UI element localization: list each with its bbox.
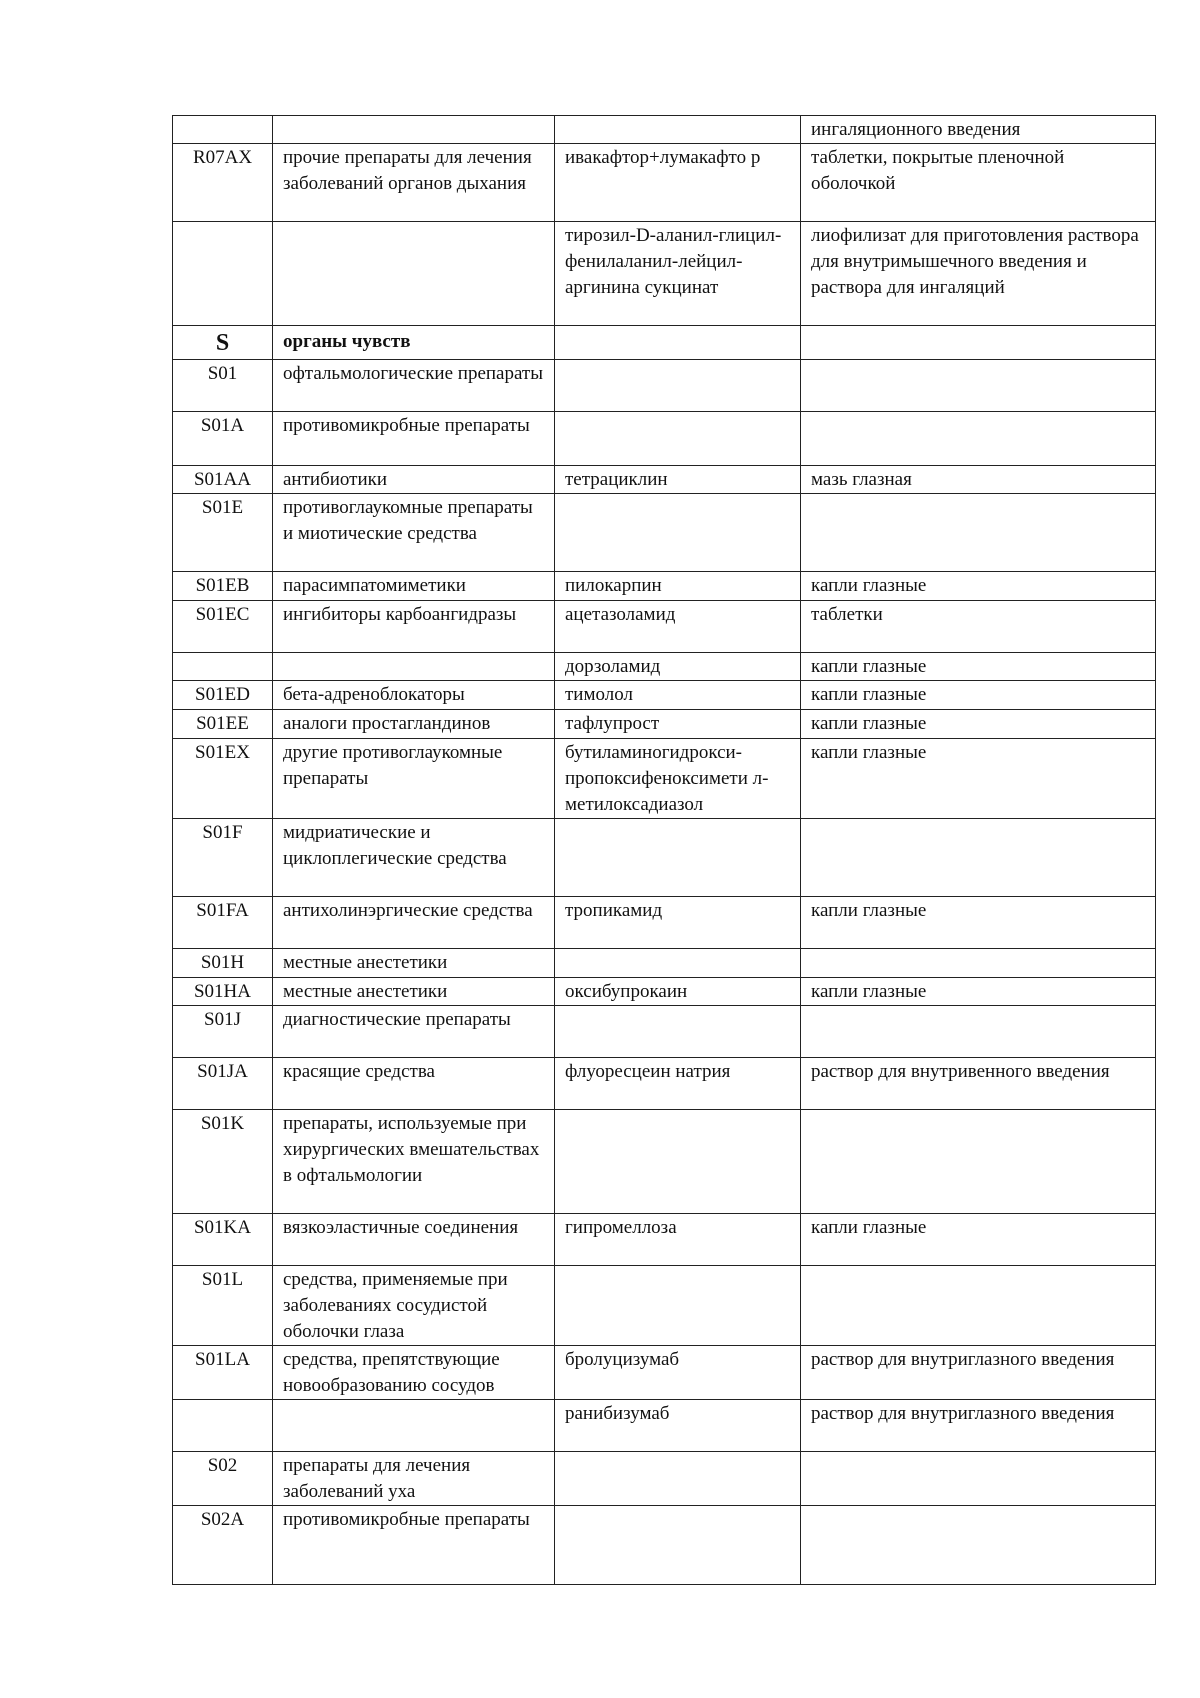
table-row xyxy=(173,897,1156,949)
drug-name-cell xyxy=(555,116,801,144)
group-description-cell: противомикробные препараты xyxy=(273,412,555,466)
atc-code-cell xyxy=(173,222,273,326)
atc-code-cell: S02 xyxy=(173,1452,273,1506)
atc-code-cell: S01K xyxy=(173,1110,273,1214)
group-description-cell xyxy=(273,116,555,144)
dosage-form-cell xyxy=(801,1006,1156,1058)
table-row xyxy=(173,360,1156,412)
drug-name-cell: флуоресцеин натрия xyxy=(555,1058,801,1110)
atc-code-cell xyxy=(173,1400,273,1452)
drug-name-cell: ранибизумаб xyxy=(555,1400,801,1452)
group-description-cell: средства, препятствующие новообразованию сосудов xyxy=(273,1346,555,1400)
group-description-cell xyxy=(273,222,555,326)
atc-code-cell: S01L xyxy=(173,1266,273,1346)
drug-name-cell xyxy=(555,494,801,572)
drug-name-cell: бролуцизумаб xyxy=(555,1346,801,1400)
atc-code-cell: S01EB xyxy=(173,572,273,601)
table-row xyxy=(173,116,1156,144)
table-row xyxy=(173,1058,1156,1110)
dosage-form-cell xyxy=(801,494,1156,572)
group-description-cell: препараты для лечения заболеваний уха xyxy=(273,1452,555,1506)
drug-name-cell: тимолол xyxy=(555,681,801,710)
dosage-form-cell: раствор для внутриглазного введения xyxy=(801,1346,1156,1400)
table-row xyxy=(173,601,1156,653)
atc-code-cell: S01FA xyxy=(173,897,273,949)
dosage-form-cell: капли глазные xyxy=(801,897,1156,949)
group-description-cell: офтальмологические препараты xyxy=(273,360,555,412)
drug-name-cell xyxy=(555,412,801,466)
dosage-form-cell: лиофилизат для приготовления раствора для внутримышечного введения и раствора для ингаляций xyxy=(801,222,1156,326)
drug-name-cell xyxy=(555,360,801,412)
table-row xyxy=(173,144,1156,222)
drug-name-cell: гипромеллоза xyxy=(555,1214,801,1266)
dosage-form-cell: капли глазные xyxy=(801,710,1156,739)
drug-name-cell xyxy=(555,1506,801,1585)
group-description-cell: аналоги простагландинов xyxy=(273,710,555,739)
group-description-cell: диагностические препараты xyxy=(273,1006,555,1058)
table-row xyxy=(173,1506,1156,1585)
atc-code-cell: S01A xyxy=(173,412,273,466)
drug-name-cell: оксибупрокаин xyxy=(555,978,801,1006)
table-row xyxy=(173,1452,1156,1506)
table-row xyxy=(173,819,1156,897)
dosage-form-cell xyxy=(801,412,1156,466)
table-row xyxy=(173,222,1156,326)
group-description-cell: местные анестетики xyxy=(273,949,555,978)
dosage-form-cell: капли глазные xyxy=(801,572,1156,601)
dosage-form-cell xyxy=(801,326,1156,360)
group-description-cell: противоглаукомные препараты и миотические средства xyxy=(273,494,555,572)
table-row xyxy=(173,653,1156,681)
dosage-form-cell: раствор для внутривенного введения xyxy=(801,1058,1156,1110)
drug-name-cell: ивакафтор+лумакафто р xyxy=(555,144,801,222)
atc-code-cell: S01EC xyxy=(173,601,273,653)
atc-code-cell: S xyxy=(173,326,273,360)
atc-code-cell: S01AA xyxy=(173,466,273,494)
table-row xyxy=(173,412,1156,466)
dosage-form-cell: капли глазные xyxy=(801,653,1156,681)
drug-name-cell xyxy=(555,1110,801,1214)
drug-name-cell: бутиламиногидрокси-пропоксифеноксимети л-метилоксадиазол xyxy=(555,739,801,819)
group-description-cell: органы чувств xyxy=(273,326,555,360)
dosage-form-cell: капли глазные xyxy=(801,739,1156,819)
atc-code-cell: S01 xyxy=(173,360,273,412)
dosage-form-cell xyxy=(801,360,1156,412)
group-description-cell: антибиотики xyxy=(273,466,555,494)
drug-name-cell xyxy=(555,326,801,360)
atc-code-cell: S02A xyxy=(173,1506,273,1585)
dosage-form-cell: капли глазные xyxy=(801,978,1156,1006)
group-description-cell: бета-адреноблокаторы xyxy=(273,681,555,710)
table-row xyxy=(173,1006,1156,1058)
dosage-form-cell xyxy=(801,1506,1156,1585)
table-row xyxy=(173,710,1156,739)
drug-name-cell: тетрациклин xyxy=(555,466,801,494)
dosage-form-cell: мазь глазная xyxy=(801,466,1156,494)
table-row xyxy=(173,494,1156,572)
table-row xyxy=(173,1346,1156,1400)
group-description-cell: мидриатические и циклоплегические средства xyxy=(273,819,555,897)
group-description-cell xyxy=(273,1400,555,1452)
group-description-cell: антихолинэргические средства xyxy=(273,897,555,949)
table-row xyxy=(173,681,1156,710)
dosage-form-cell xyxy=(801,1266,1156,1346)
table-body xyxy=(173,116,1156,1585)
group-description-cell: парасимпатомиметики xyxy=(273,572,555,601)
table-row xyxy=(173,978,1156,1006)
dosage-form-cell: капли глазные xyxy=(801,1214,1156,1266)
atc-code-cell xyxy=(173,653,273,681)
group-description-cell: другие противоглаукомные препараты xyxy=(273,739,555,819)
atc-code-cell: S01LA xyxy=(173,1346,273,1400)
atc-code-cell xyxy=(173,116,273,144)
atc-code-cell: R07AX xyxy=(173,144,273,222)
drug-table xyxy=(172,115,1156,1585)
table-row xyxy=(173,572,1156,601)
drug-name-cell: дорзоламид xyxy=(555,653,801,681)
drug-name-cell xyxy=(555,1006,801,1058)
atc-code-cell: S01E xyxy=(173,494,273,572)
dosage-form-cell: таблетки xyxy=(801,601,1156,653)
atc-code-cell: S01J xyxy=(173,1006,273,1058)
table-row xyxy=(173,739,1156,819)
table-row xyxy=(173,1214,1156,1266)
table-row xyxy=(173,1266,1156,1346)
group-description-cell: местные анестетики xyxy=(273,978,555,1006)
group-description-cell: средства, применяемые при заболеваниях сосудистой оболочки глаза xyxy=(273,1266,555,1346)
group-description-cell: прочие препараты для лечения заболеваний органов дыхания xyxy=(273,144,555,222)
group-description-cell: противомикробные препараты xyxy=(273,1506,555,1585)
group-description-cell xyxy=(273,653,555,681)
drug-name-cell xyxy=(555,1266,801,1346)
drug-name-cell: тирозил-D-аланил-глицил-фенилаланил-лейцил-аргинина сукцинат xyxy=(555,222,801,326)
atc-code-cell: S01HA xyxy=(173,978,273,1006)
atc-code-cell: S01JA xyxy=(173,1058,273,1110)
atc-code-cell: S01EE xyxy=(173,710,273,739)
atc-code-cell: S01H xyxy=(173,949,273,978)
dosage-form-cell xyxy=(801,819,1156,897)
drug-name-cell: тропикамид xyxy=(555,897,801,949)
drug-name-cell xyxy=(555,949,801,978)
drug-name-cell: тафлупрост xyxy=(555,710,801,739)
group-description-cell: красящие средства xyxy=(273,1058,555,1110)
table-row xyxy=(173,466,1156,494)
table-row xyxy=(173,326,1156,360)
dosage-form-cell: ингаляционного введения xyxy=(801,116,1156,144)
group-description-cell: вязкоэластичные соединения xyxy=(273,1214,555,1266)
group-description-cell: препараты, используемые при хирургических вмешательствах в офтальмологии xyxy=(273,1110,555,1214)
dosage-form-cell xyxy=(801,949,1156,978)
atc-code-cell: S01EX xyxy=(173,739,273,819)
drug-name-cell xyxy=(555,819,801,897)
drug-name-cell: пилокарпин xyxy=(555,572,801,601)
drug-name-cell: ацетазоламид xyxy=(555,601,801,653)
dosage-form-cell: таблетки, покрытые пленочной оболочкой xyxy=(801,144,1156,222)
dosage-form-cell xyxy=(801,1110,1156,1214)
dosage-form-cell xyxy=(801,1452,1156,1506)
table-row xyxy=(173,1400,1156,1452)
atc-code-cell: S01KA xyxy=(173,1214,273,1266)
dosage-form-cell: раствор для внутриглазного введения xyxy=(801,1400,1156,1452)
drug-name-cell xyxy=(555,1452,801,1506)
table-row xyxy=(173,949,1156,978)
atc-code-cell: S01ED xyxy=(173,681,273,710)
group-description-cell: ингибиторы карбоангидразы xyxy=(273,601,555,653)
table-row xyxy=(173,1110,1156,1214)
atc-code-cell: S01F xyxy=(173,819,273,897)
dosage-form-cell: капли глазные xyxy=(801,681,1156,710)
